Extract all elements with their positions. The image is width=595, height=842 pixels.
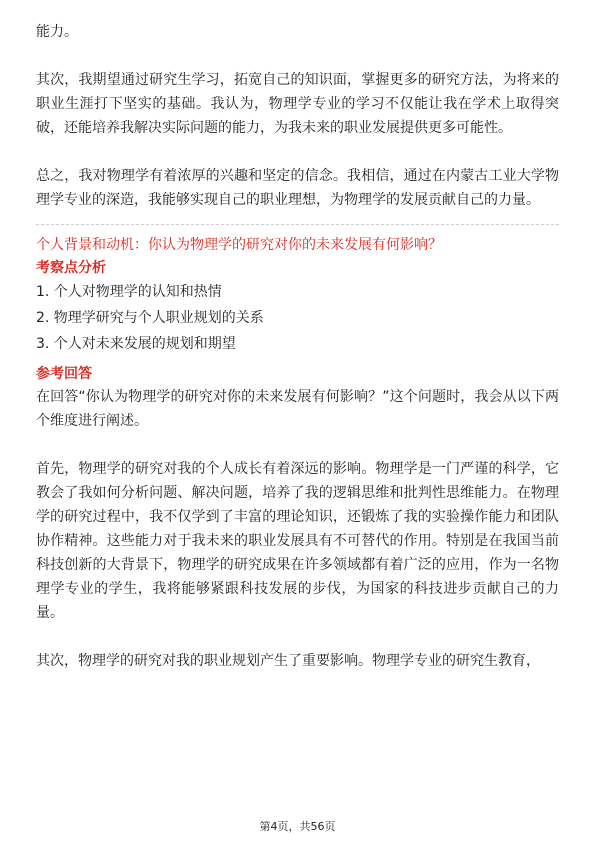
analysis-item: 1. 个人对物理学的认知和热情	[36, 284, 222, 300]
analysis-title: 考察点分析	[36, 260, 106, 276]
analysis-item: 3. 个人对未来发展的规划和期望	[36, 336, 236, 352]
analysis-list	[36, 279, 559, 357]
answer-paragraph-2: 首先，物理学的研究对我的个人成长有着深远的影响。物理学是一门严谨的科学，它教会了我如何分析问题、解决问题，培养了我的逻辑思维和批判性思维能力。在物理学的研究过程中，我不仅学到了丰富的理论知识，还锻炼了我的实验操作能力和团队协作精神。这些能力对于我未来的职业发展具有不可替代的作用。特别是在我国当前科技创新的大背景下，物理学的研究成果在许多领域都有着广泛的应用，作为一名物理学专业的学生，我将能够紧跟科技发展的步伐，为国家的科技进步贡献自己的力量。	[36, 461, 559, 621]
answer-title: 参考回答	[36, 366, 92, 382]
intro-paragraph-1: 能力。	[36, 24, 78, 40]
question-heading: 个人背景和动机：你认为物理学的研究对你的未来发展有何影响？	[36, 237, 442, 253]
page-number: 第4页，共56页	[259, 820, 336, 833]
section-divider	[36, 224, 559, 225]
answer-paragraph-1: 在回答“你认为物理学的研究对你的未来发展有何影响？”这个问题时，我会从以下两个维度进行阐述。	[36, 389, 559, 429]
page-content	[36, 20, 559, 673]
answer-paragraph-3: 其次，物理学的研究对我的职业规划产生了重要影响。物理学专业的研究生教育，	[36, 653, 540, 669]
intro-paragraph-3: 总之，我对物理学有着浓厚的兴趣和坚定的信念。我相信，通过在内蒙古工业大学物理学专业的深造，我能够实现自己的职业理想，为物理学的发展贡献自己的力量。	[36, 168, 559, 208]
analysis-item: 2. 物理学研究与个人职业规划的关系	[36, 310, 264, 326]
intro-paragraph-2: 其次，我期望通过研究生学习，拓宽自己的知识面，掌握更多的研究方法，为将来的职业生涯打下坚实的基础。我认为，物理学专业的学习不仅能让我在学术上取得突破，还能培养我解决实际问题的能力，为我未来的职业发展提供更多可能性。	[36, 72, 559, 136]
